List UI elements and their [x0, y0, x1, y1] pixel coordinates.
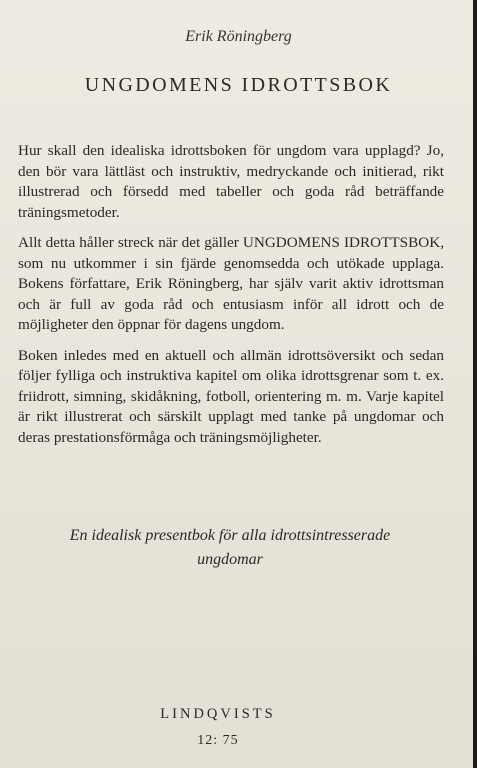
paragraph-contents: Boken inledes med en aktuell och allmän idrottsöversikt och sedan följer fylliga och instruktiva kapitel om olika idrottsgrenar som t. ex. friidrott, simning, skidåkning, fotboll, orientering m. m. Varje kapitel är rikt illustrerat och särskilt upplagt med tanke på ungdomar och deras prestationsförmåga och träningsmöjligheter. [18, 346, 444, 446]
page-edge-shadow [473, 0, 477, 768]
publisher-name: LINDQVISTS [160, 706, 276, 722]
tagline-line-2: ungdomar [197, 551, 263, 568]
paragraph-edition: Allt detta håller streck när det gäller UNGDOMENS IDROTTSBOK, som nu utkommer i sin fjärde genomsedda och utökade upplaga. Bokens författare, Erik Röningberg, har själv varit aktiv idrottsman och är full av goda råd och entusiasm inför all idrott och de möjligheter den öppnar för dagens ungdom. [18, 234, 444, 333]
description-text [18, 141, 444, 458]
price: 12: 75 [197, 733, 239, 748]
book-title: UNGDOMENS IDROTTSBOK [84, 74, 393, 96]
paragraph-intro: Hur skall den idealiska idrottsboken för ungdom vara upplagd? Jo, den bör vara lättläst och instruktiv, medryckande och initierad, rikt illustrerad och försedd med tabeller och goda råd beträffande träningsmetoder. [18, 142, 444, 221]
tagline-line-1: En idealisk presentbok för alla idrottsintresserade [69, 527, 391, 544]
author-name: Erik Röningberg [185, 28, 292, 45]
tagline [30, 524, 430, 572]
